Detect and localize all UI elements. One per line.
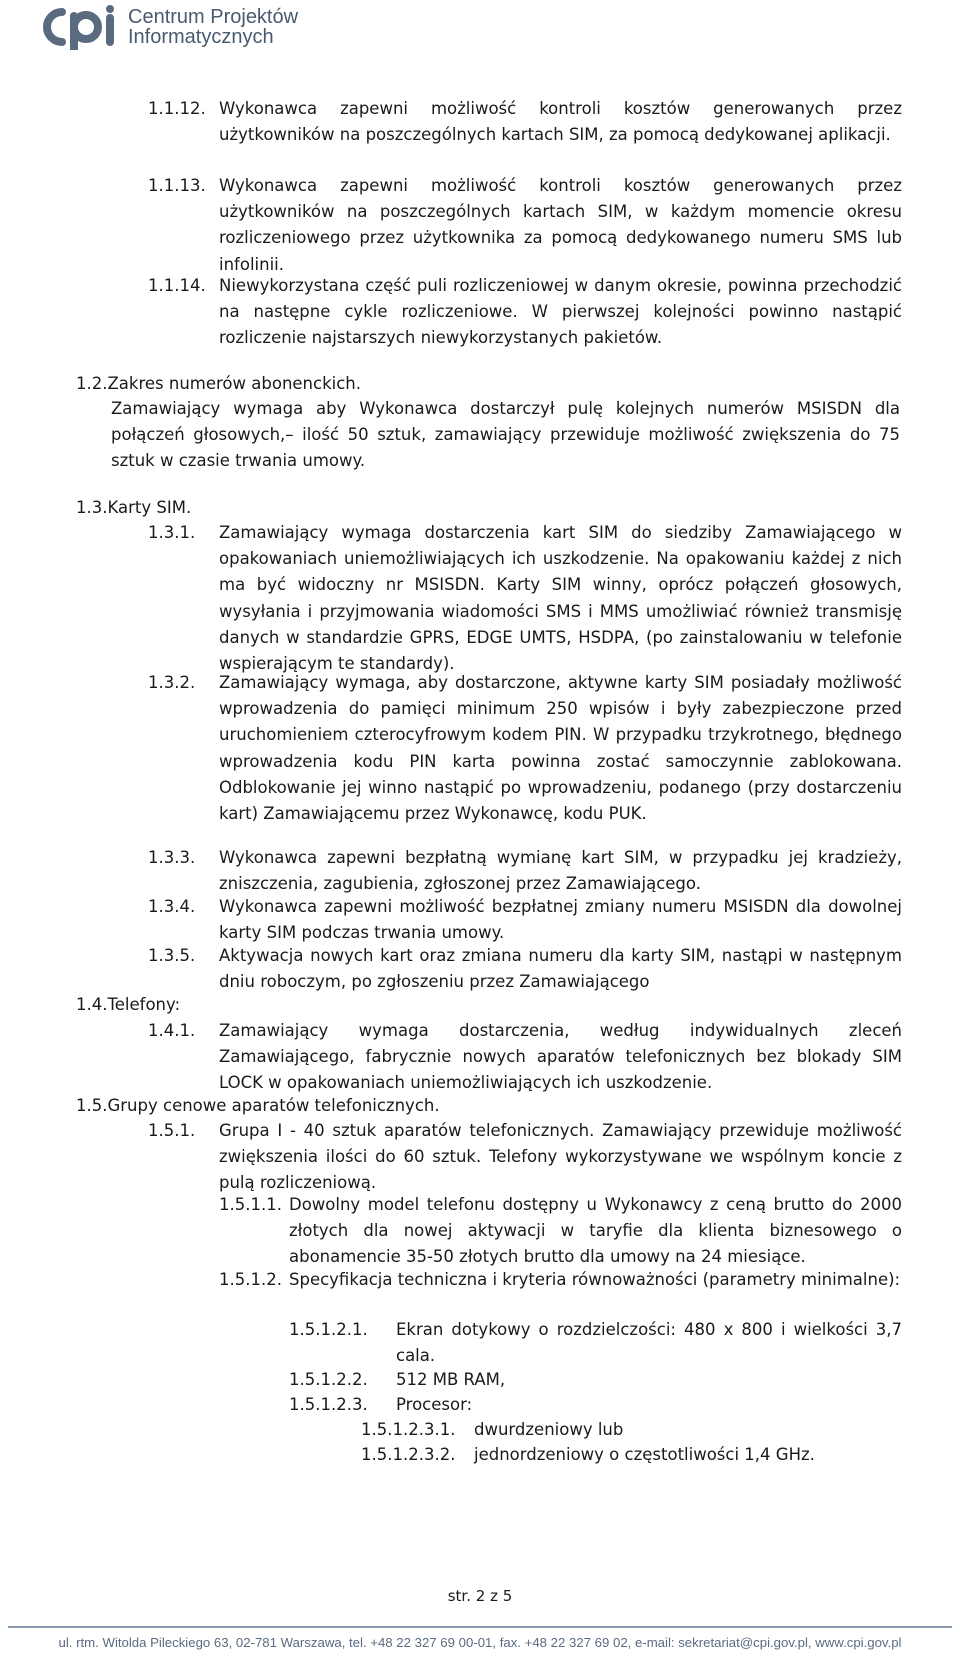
page-header <box>40 4 360 50</box>
item-text: Wykonawca zapewni możliwość kontroli kosztów generowanych przez użytkowników na poszczególnych kartach SIM, w każdym momencie okresu rozliczeniowego przez użytkownika za pomocą dedykowanego numeru SMS lub infolinii. <box>219 176 902 274</box>
item-text: Zamawiający wymaga dostarczenia, według indywidualnych zleceń Zamawiającego, fabrycznie nowych aparatów telefonicznych bez blokady SIM LOCK w opakowaniach uniemożliwiających ich uszkodzenie. <box>219 1021 902 1093</box>
cpi-logo-icon <box>40 4 124 50</box>
item-number: 1.5.1.2.3.2. <box>361 1445 456 1464</box>
item-text: Aktywacja nowych kart oraz zmiana numeru dla karty SIM, nastąpi w następnym dniu roboczym, po zgłoszeniu przez Zamawiającego <box>219 946 902 992</box>
item-text: dwurdzeniowy lub <box>474 1420 624 1439</box>
item-text: Wykonawca zapewni możliwość kontroli kosztów generowanych przez użytkowników na poszczególnych kartach SIM, za pomocą dedykowanej aplikacji. <box>219 99 902 145</box>
section-heading: 1.2.Zakres numerów abonenckich. <box>76 374 361 393</box>
item-number: 1.5.1.2.3. <box>289 1395 368 1414</box>
item-text: Ekran dotykowy o rozdzielczości: 480 x 800 i wielkości 3,7 cala. <box>396 1320 902 1366</box>
item-number: 1.5.1.2.1. <box>289 1320 368 1339</box>
item-number: 1.5.1.2.3.1. <box>361 1420 456 1439</box>
item-text: Zamawiający wymaga dostarczenia kart SIM do siedziby Zamawiającego w opakowaniach uniemożliwiających ich uszkodzenie. Na opakowaniu każdej z nich ma być widoczny nr MSISDN. Karty SIM winny, oprócz połączeń głosowych, wysyłania i przyjmowania wiadomości SMS i MMS umożliwiać również transmisję danych w standardzie GPRS, EDGE UMTS, HSDPA, (po zainstalowaniu w telefonie wspierającym te standardy). <box>219 523 902 674</box>
item-text: Specyfikacja techniczna i kryteria równoważności (parametry minimalne): <box>289 1270 901 1289</box>
item-number: 1.5.1. <box>148 1121 196 1140</box>
item-number: 1.3.5. <box>148 946 196 965</box>
item-number: 1.3.3. <box>148 848 196 867</box>
logo-text <box>128 7 298 47</box>
item-text: Grupa I - 40 sztuk aparatów telefonicznych. Zamawiający przewiduje możliwość zwiększenia ilości do 60 sztuk. Telefony wykorzystywane we wspólnym koncie z pulą rozliczeniową. <box>219 1121 902 1193</box>
logo-line-1: Centrum Projektów <box>128 6 299 28</box>
item-text: Niewykorzystana część puli rozliczeniowej w danym okresie, powinna przechodzić na następne cykle rozliczeniowe. W pierwszej kolejności powinno nastąpić rozliczenie najstarszych niewykorzystanych pakietów. <box>219 276 902 348</box>
item-number: 1.3.4. <box>148 897 196 916</box>
item-text: Wykonawca zapewni bezpłatną wymianę kart SIM, w przypadku jej kradzieży, zniszczenia, zagubienia, zgłoszonej przez Zamawiającego. <box>219 848 902 894</box>
footer-divider <box>8 1626 952 1628</box>
item-number: 1.3.2. <box>148 673 196 692</box>
item-text: 512 MB RAM, <box>396 1370 506 1389</box>
item-text: Zamawiający wymaga, aby dostarczone, aktywne karty SIM posiadały możliwość wprowadzenia do pamięci minimum 250 wpisów i były zabezpieczone przed uruchomieniem czterocyfrowym kodem PIN. W przypadku trzykrotnego, błędnego wprowadzenia kodu PIN karta powinna zostać samoczynnie zablokowana. Odblokowanie jej winno nastąpić po wprowadzeniu, podanego (przy dostarczeniu kart) Zamawiającemu przez Wykonawcę, kodu PUK. <box>219 673 902 824</box>
item-text: Wykonawca zapewni możliwość bezpłatnej zmiany numeru MSISDN dla dowolnej karty SIM podczas trwania umowy. <box>219 897 902 943</box>
item-text: Dowolny model telefonu dostępny u Wykonawcy z ceną brutto do 2000 złotych dla nowej aktywacji w taryfie dla klienta biznesowego o abonamencie 35-50 złotych brutto dla umowy na 24 miesiące. <box>289 1195 902 1267</box>
item-number: 1.1.12. <box>148 99 206 118</box>
item-number: 1.5.1.1. <box>219 1195 282 1214</box>
item-number: 1.5.1.2. <box>219 1270 282 1289</box>
item-text: jednordzeniowy o częstotliwości 1,4 GHz. <box>474 1445 815 1464</box>
page-number: str. 2 z 5 <box>447 1587 513 1605</box>
item-number: 1.5.1.2.2. <box>289 1370 368 1389</box>
logo-line-2: Informatycznych <box>128 26 274 48</box>
item-number: 1.1.13. <box>148 176 206 195</box>
item-number: 1.3.1. <box>148 523 196 542</box>
section-text: Zamawiający wymaga aby Wykonawca dostarczył pulę kolejnych numerów MSISDN dla połączeń głosowych,– ilość 50 sztuk, zamawiający przewiduje możliwość zwiększenia do 75 sztuk w czasie trwania umowy. <box>111 399 900 471</box>
section-heading: 1.5.Grupy cenowe aparatów telefonicznych. <box>76 1096 440 1115</box>
item-number: 1.4.1. <box>148 1021 196 1040</box>
section-heading: 1.3.Karty SIM. <box>76 498 192 517</box>
item-number: 1.1.14. <box>148 276 206 295</box>
footer-address: ul. rtm. Witolda Pileckiego 63, 02-781 Warszawa, tel. +48 22 327 69 00-01, fax. +48 22 327 69 02, e-mail: sekretariat@cpi.gov.pl, www.cpi.gov.pl <box>58 1635 902 1650</box>
item-text: Procesor: <box>396 1395 473 1414</box>
section-heading: 1.4.Telefony: <box>76 995 181 1014</box>
